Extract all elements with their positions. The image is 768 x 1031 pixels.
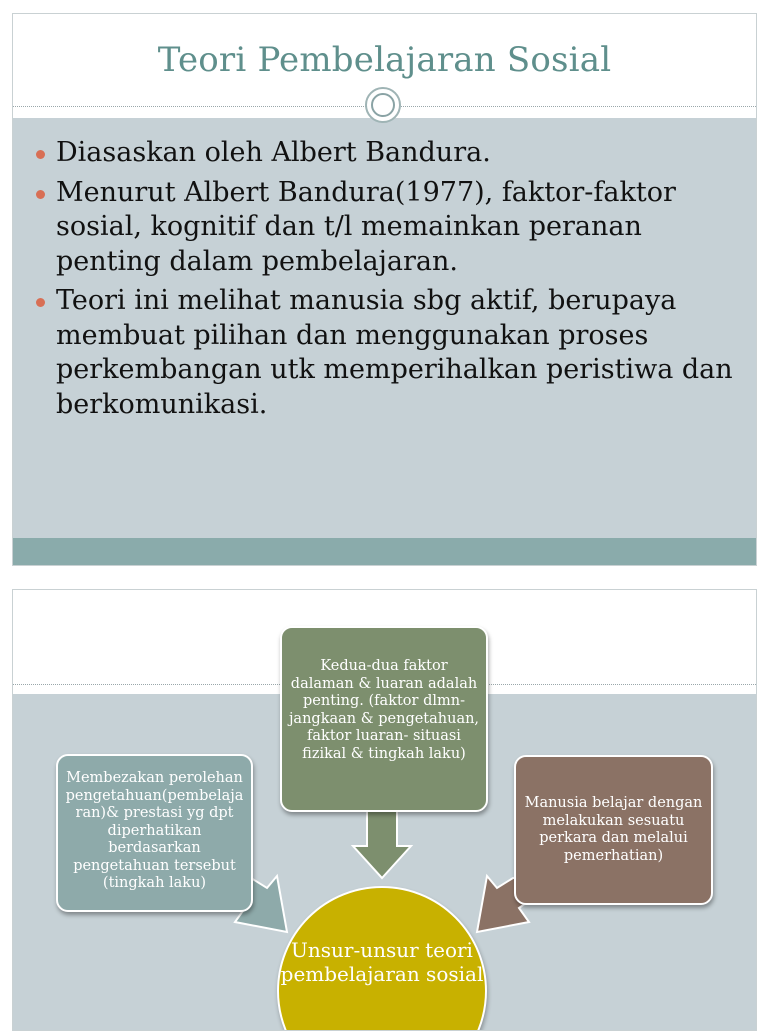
footer-band bbox=[13, 538, 756, 565]
slide-2 bbox=[12, 589, 757, 1031]
bullet-text: Teori ini melihat manusia sbg aktif, berupaya membuat pilihan dan menggunakan proses perkembangan utk memperihalkan peristiwa dan berkomunikasi. bbox=[56, 285, 733, 420]
bullet-text: Diasaskan oleh Albert Bandura. bbox=[56, 137, 491, 168]
concept-box-left-text: Membezakan perolehan pengetahuan(pembelaja ran)& prestasi yg dpt diperhatikan berdasarkan pengetahuan tersebut (tingkah laku) bbox=[65, 770, 244, 891]
slide-1 bbox=[12, 13, 757, 566]
bullet-item bbox=[35, 176, 735, 280]
bullet-dot-icon bbox=[36, 190, 45, 199]
bullet-text: Menurut Albert Bandura(1977), faktor-faktor sosial, kognitif dan t/l memainkan peranan penting dalam pembelajaran. bbox=[56, 176, 676, 277]
concept-box-top bbox=[280, 626, 488, 812]
center-circle-text: Unsur-unsur teori pembelajaran sosial bbox=[280, 938, 484, 986]
slide-title: Teori Pembelajaran Sosial bbox=[157, 40, 612, 80]
concept-box-left bbox=[56, 754, 253, 912]
bullet-item bbox=[35, 136, 735, 171]
bullet-item bbox=[35, 284, 735, 422]
concept-box-right bbox=[514, 755, 713, 905]
arrow-down-icon bbox=[353, 810, 413, 880]
bullet-dot-icon bbox=[36, 298, 45, 307]
bullet-dot-icon bbox=[36, 150, 45, 159]
concept-box-top-text: Kedua-dua faktor dalaman & luaran adalah penting. (faktor dlmn- jangkaan & pengetahuan, faktor luaran- situasi fizikal & tingkah laku) bbox=[288, 658, 480, 762]
ring-ornament-icon bbox=[365, 87, 401, 123]
concept-box-right-text: Manusia belajar dengan melakukan sesuatu perkara dan melalui pemerhatian) bbox=[524, 795, 703, 864]
bullet-list bbox=[35, 136, 735, 427]
